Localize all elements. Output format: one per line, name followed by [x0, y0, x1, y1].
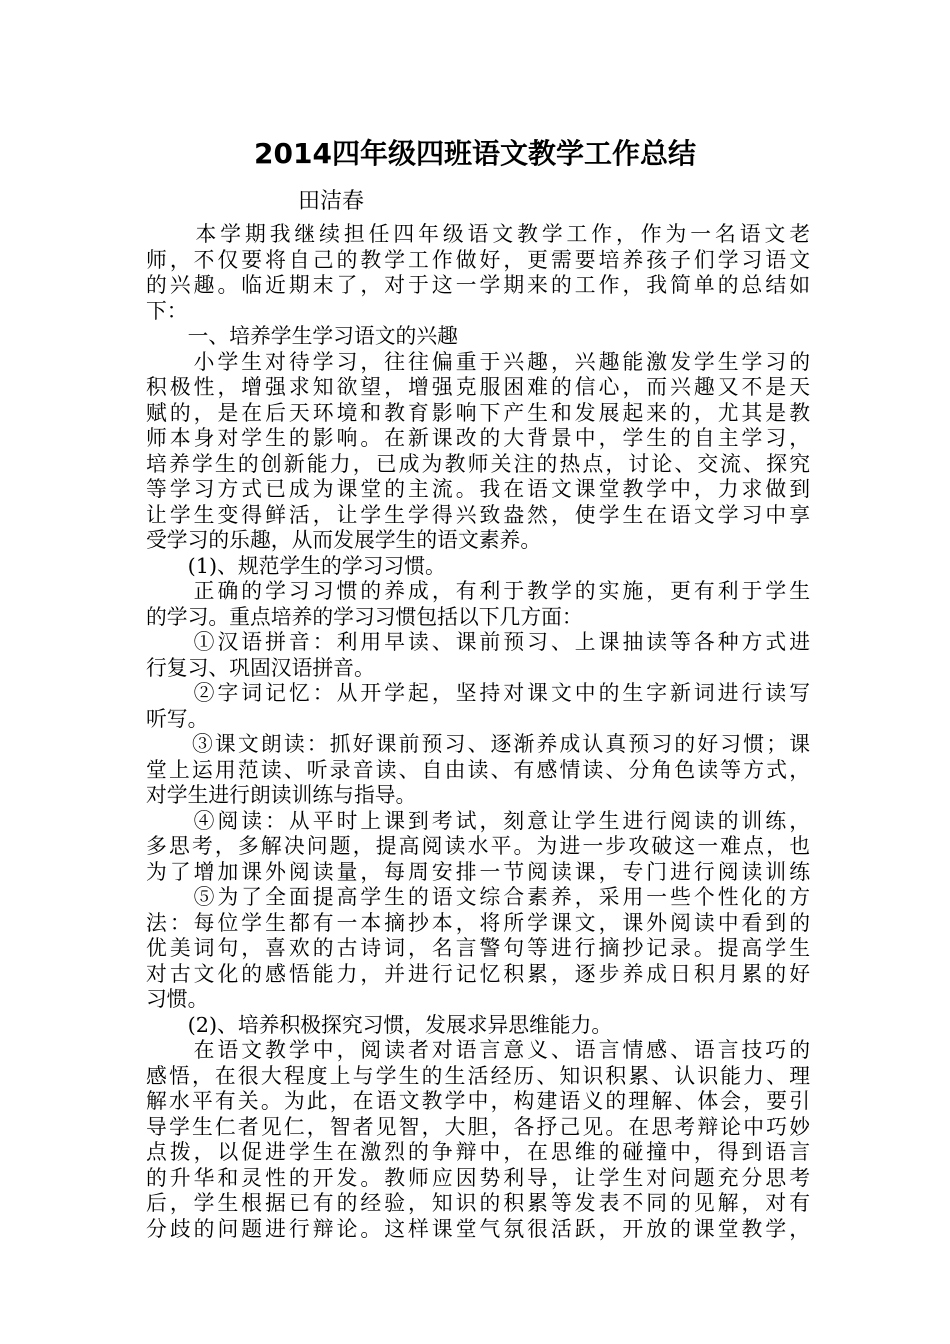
body-text-line: 对古文化的感悟能力，并进行记忆积累，逐步养成日积月累的好	[146, 961, 810, 986]
body-text-line: 行复习、巩固汉语拼音。	[146, 655, 375, 680]
body-text-line: 受学习的乐趣，从而发展学生的语文素养。	[146, 528, 542, 552]
body-text-line: 赋的，是在后天环境和教育影响下产生和发展起来的，尤其是教	[146, 400, 810, 425]
body-text-line: 听写。	[146, 706, 209, 731]
section-heading-line: 一、培养学生学习语文的兴趣	[146, 324, 458, 348]
document-author: 田洁春	[298, 189, 365, 214]
body-text-line: 后，学生根据已有的经验，知识的积累等发表不同的见解，对有	[146, 1191, 810, 1215]
body-text-line: ③课文朗读：抓好课前预习、逐渐养成认真预习的好习惯；课	[146, 732, 810, 756]
section-heading-line: (1)、规范学生的学习习惯。	[146, 553, 446, 578]
body-text-line: 习惯。	[146, 987, 209, 1011]
body-text-line: 优美词句，喜欢的古诗词，名言警句等进行摘抄记录。提高学生	[146, 936, 810, 960]
body-text-line: 法：每位学生都有一本摘抄本，将所学课文，课外阅读中看到的	[146, 910, 810, 935]
body-text-line: 让学生变得鲜活，让学生学得兴致盎然，使学生在语文学习中享	[146, 502, 810, 527]
body-text-line: 的学习。重点培养的学习习惯包括以下几方面：	[146, 604, 583, 629]
body-text-line: ②字词记忆：从开学起，坚持对课文中的生字新词进行读写	[146, 681, 810, 705]
body-text-line: 下：	[146, 298, 188, 323]
body-text-line: 堂上运用范读、听录音读、自由读、有感情读、分角色读等方式，	[146, 757, 810, 782]
body-text-line: 点拨，以促进学生在激烈的争辩中，在思维的碰撞中，得到语言	[146, 1140, 810, 1164]
body-text-line: 正确的学习习惯的养成，有利于教学的实施，更有利于学生	[146, 579, 810, 603]
body-text-line: 小学生对待学习，往往偏重于兴趣，兴趣能激发学生学习的	[146, 349, 810, 374]
body-text-line: 分歧的问题进行辩论。这样课堂气氛很活跃，开放的课堂教学，	[146, 1216, 810, 1241]
body-text-line: ⑤为了全面提高学生的语文综合素养，采用一些个性化的方	[146, 885, 810, 909]
body-text-line: 的兴趣。临近期末了，对于这一学期来的工作，我简单的总结如	[146, 273, 810, 297]
document-body	[146, 222, 810, 1242]
body-text-line: 师本身对学生的影响。在新课改的大背景中，学生的自主学习，	[146, 426, 810, 450]
body-text-line: 的升华和灵性的开发。教师应因势利导，让学生对问题充分思考	[146, 1165, 810, 1190]
body-text-line: 本学期我继续担任四年级语文教学工作，作为一名语文老	[146, 222, 810, 246]
document-title: 2014四年级四班语文教学工作总结	[254, 137, 696, 170]
body-text-line: 培养学生的创新能力，已成为教师关注的热点，讨论、交流、探究	[146, 451, 810, 476]
body-text-line: ①汉语拼音：利用早读、课前预习、上课抽读等各种方式进	[146, 630, 810, 654]
body-text-line: ④阅读：从平时上课到考试，刻意让学生进行阅读的训练，	[146, 808, 810, 833]
body-text-line: 积极性，增强求知欲望，增强克服困难的信心，而兴趣又不是天	[146, 375, 810, 399]
body-text-line: 感悟，在很大程度上与学生的生活经历、知识积累、认识能力、理	[146, 1063, 810, 1088]
body-text-line: 为了增加课外阅读量，每周安排一节阅读课，专门进行阅读训练	[146, 859, 810, 884]
body-text-line: 在语文教学中，阅读者对语言意义、语言情感、语言技巧的	[146, 1038, 810, 1062]
body-text-line: 导学生仁者见仁，智者见智，大胆，各抒己见。在思考辩论中巧妙	[146, 1114, 810, 1139]
body-text-line: 解水平有关。为此，在语文教学中，构建语义的理解、体会，要引	[146, 1089, 810, 1113]
body-text-line: 等学习方式已成为课堂的主流。我在语文课堂教学中，力求做到	[146, 477, 810, 501]
section-heading-line: (2)、培养积极探究习惯，发展求异思维能力。	[146, 1012, 613, 1037]
body-text-line: 师，不仅要将自己的教学工作做好，更需要培养孩子们学习语文	[146, 247, 810, 272]
body-text-line: 多思考，多解决问题，提高阅读水平。为进一步攻破这一难点，也	[146, 834, 810, 858]
body-text-line: 对学生进行朗读训练与指导。	[146, 783, 417, 807]
